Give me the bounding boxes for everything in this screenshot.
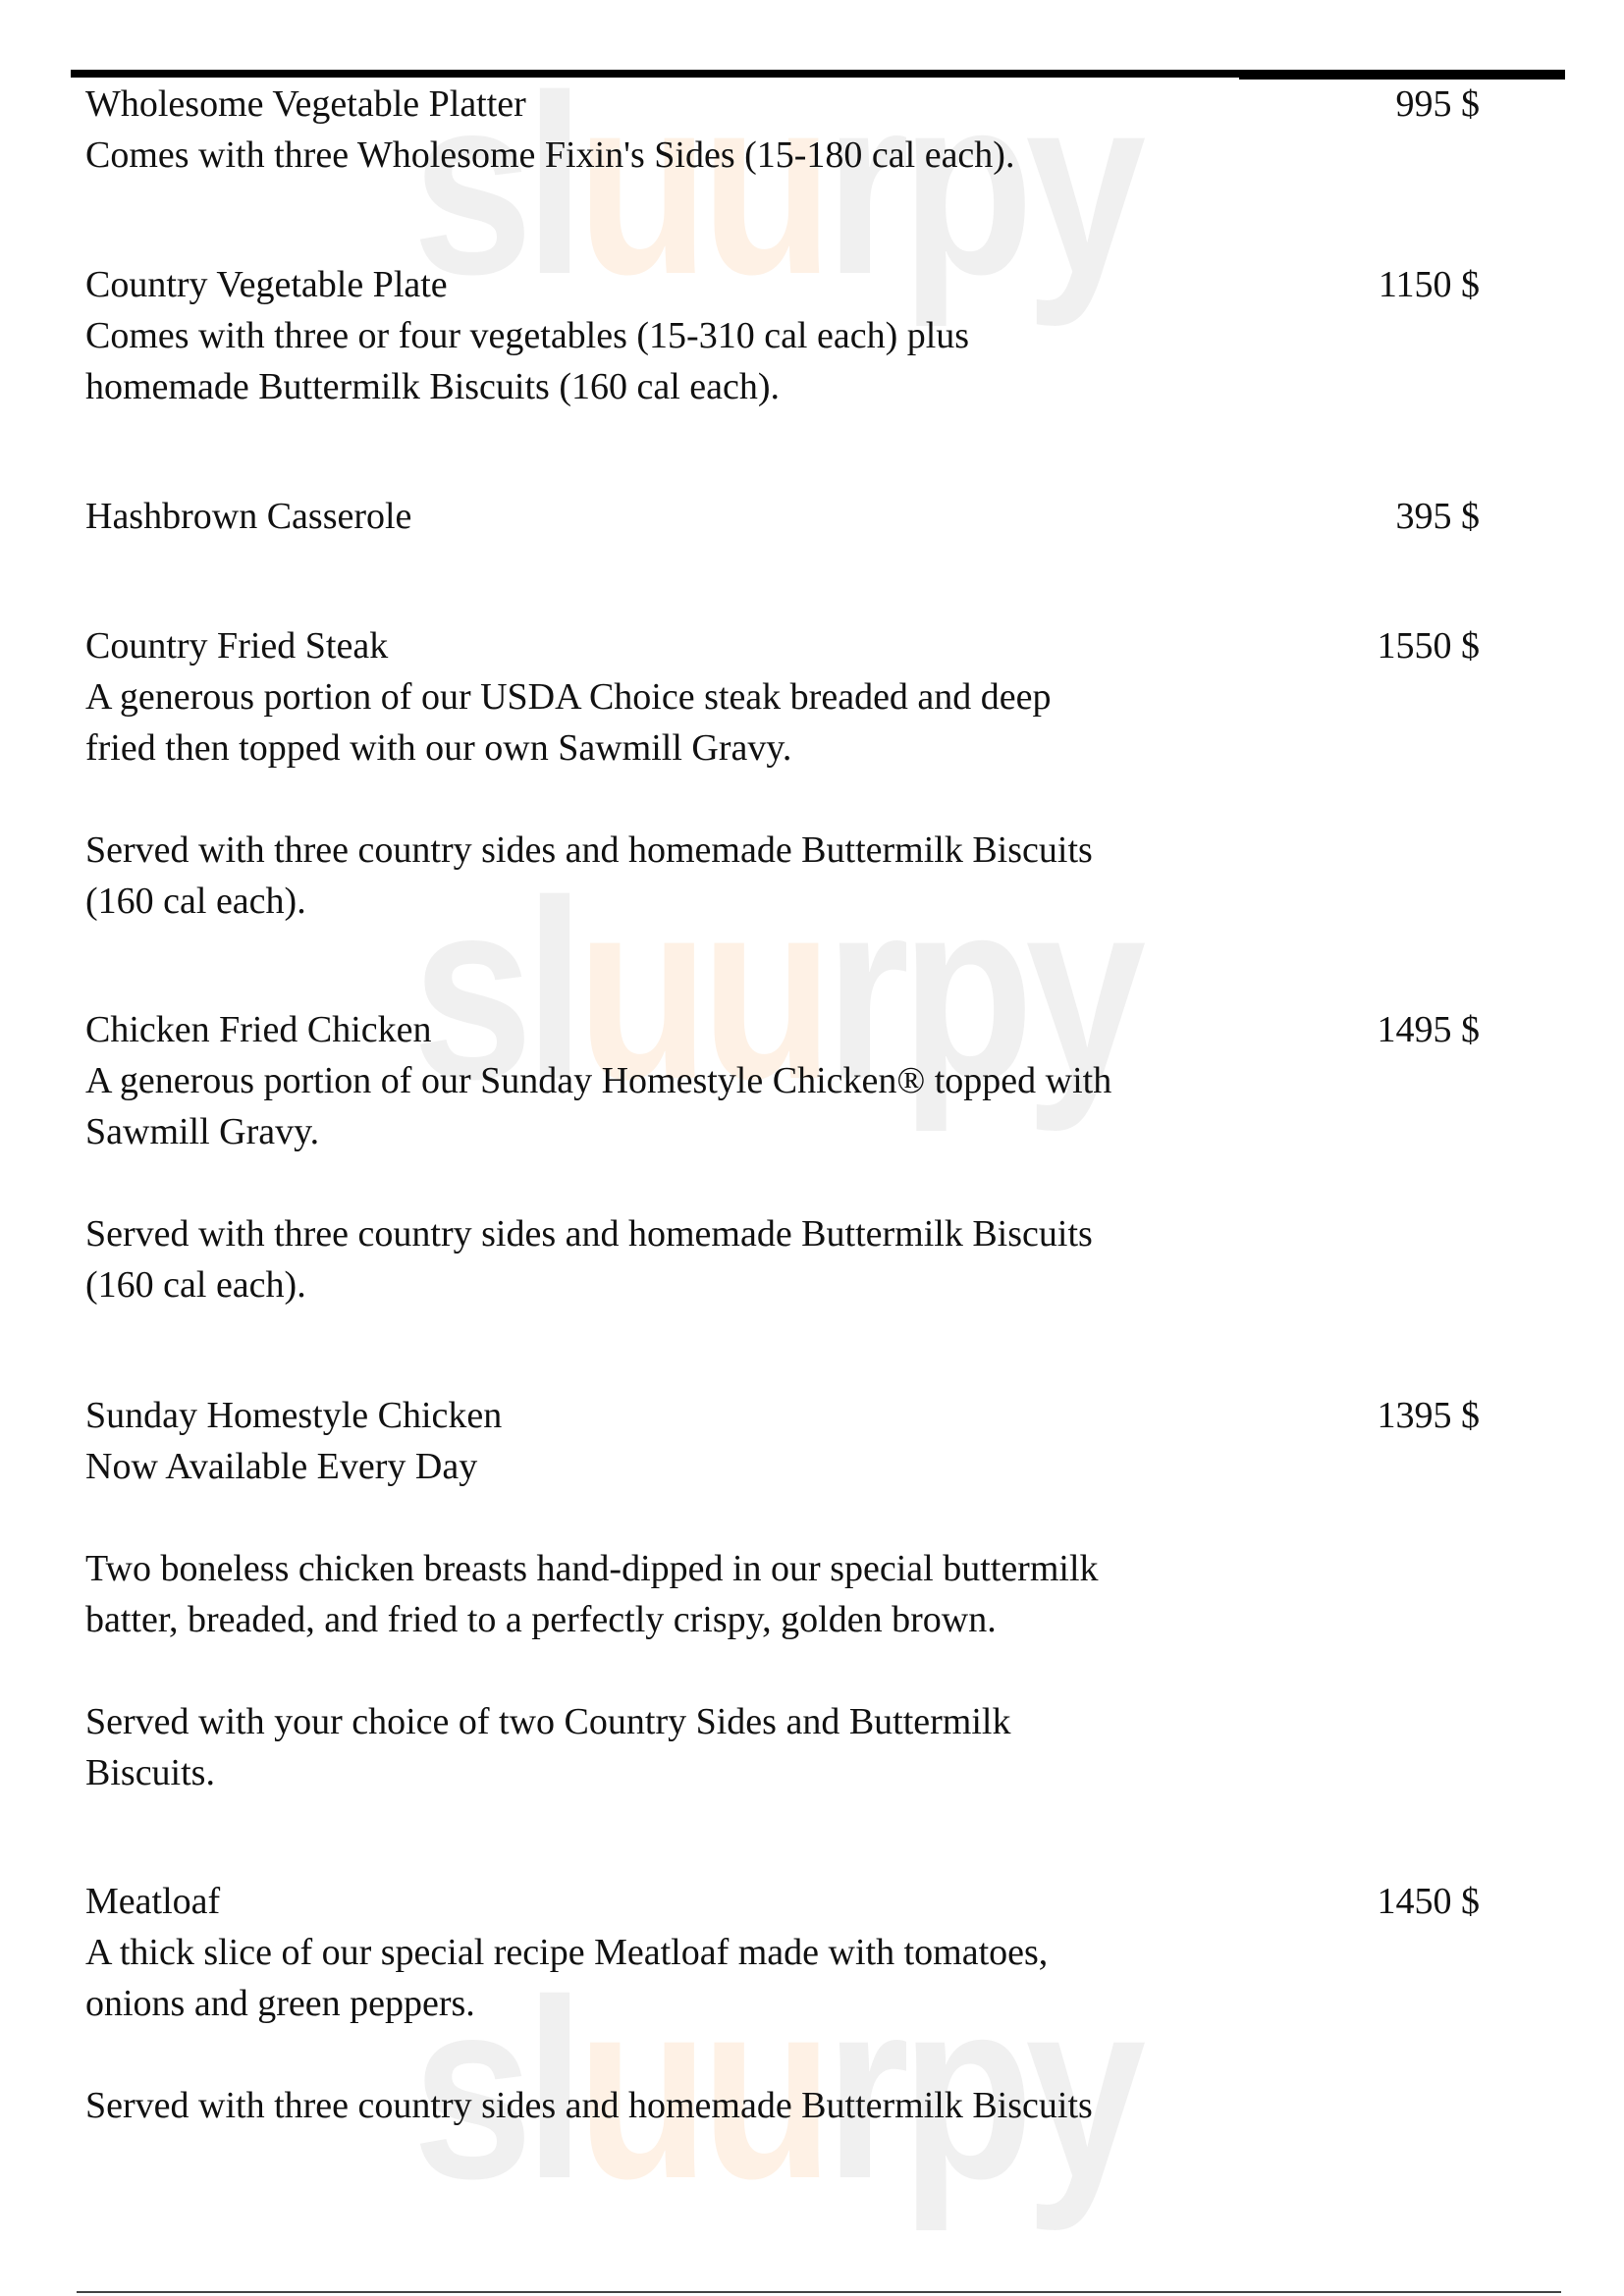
item-name: Chicken Fried Chicken <box>85 1009 432 1050</box>
bottom-rule <box>77 2291 1561 2293</box>
spacer <box>85 1157 1440 1208</box>
item-price: 1395 $ <box>1377 1395 1480 1436</box>
menu-item <box>85 1390 1480 1798</box>
item-description: fried then topped with our own Sawmill Gravy. <box>85 727 792 769</box>
watermark-logo: sluurpy <box>412 1948 1138 2232</box>
spacer <box>85 1492 1440 1543</box>
item-description: (160 cal each). <box>85 1264 306 1306</box>
spacer <box>85 774 1440 825</box>
item-description: A generous portion of our USDA Choice steak breaded and deep <box>85 676 1052 718</box>
watermark-logo: sluurpy <box>412 848 1138 1133</box>
menu-item <box>85 79 1480 181</box>
item-price: 1495 $ <box>1377 1009 1480 1050</box>
item-price: 1450 $ <box>1377 1881 1480 1922</box>
menu-item <box>85 1876 1480 2131</box>
watermark-logo: sluurpy <box>412 43 1138 328</box>
top-rule <box>71 70 1239 78</box>
item-name: Country Vegetable Plate <box>85 264 448 305</box>
item-description: Two boneless chicken breasts hand-dipped in our special buttermilk <box>85 1548 1099 1589</box>
item-price: 395 $ <box>1395 496 1480 537</box>
menu-item <box>85 259 1480 412</box>
menu-item <box>85 491 1480 542</box>
spacer <box>85 1645 1440 1696</box>
item-name: Hashbrown Casserole <box>85 496 412 537</box>
item-description: Served with three country sides and homemade Buttermilk Biscuits <box>85 2085 1093 2126</box>
item-description: Sawmill Gravy. <box>85 1111 320 1152</box>
item-price: 1550 $ <box>1377 625 1480 667</box>
item-name: Wholesome Vegetable Platter <box>85 83 526 125</box>
item-description: Served with three country sides and homemade Buttermilk Biscuits <box>85 829 1093 871</box>
item-description: A thick slice of our special recipe Meatloaf made with tomatoes, <box>85 1932 1049 1973</box>
menu-item <box>85 620 1480 927</box>
spacer <box>85 2029 1440 2080</box>
item-description: onions and green peppers. <box>85 1983 475 2024</box>
item-description: homemade Buttermilk Biscuits (160 cal each). <box>85 366 781 407</box>
item-description: Served with three country sides and homemade Buttermilk Biscuits <box>85 1213 1093 1255</box>
item-description: A generous portion of our Sunday Homestyle Chicken® topped with <box>85 1060 1112 1101</box>
item-description: Biscuits. <box>85 1752 215 1793</box>
item-description: Now Available Every Day <box>85 1446 478 1487</box>
item-description: (160 cal each). <box>85 881 306 922</box>
item-price: 1150 $ <box>1378 264 1480 305</box>
item-name: Sunday Homestyle Chicken <box>85 1395 503 1436</box>
menu-item <box>85 1004 1480 1310</box>
item-description: batter, breaded, and fried to a perfectly crispy, golden brown. <box>85 1599 997 1640</box>
item-name: Meatloaf <box>85 1881 221 1922</box>
item-name: Country Fried Steak <box>85 625 389 667</box>
item-description: Comes with three or four vegetables (15-310 cal each) plus <box>85 315 970 356</box>
item-price: 995 $ <box>1395 83 1480 125</box>
item-description: Comes with three Wholesome Fixin's Sides (15-180 cal each). <box>85 134 1015 176</box>
item-description: Served with your choice of two Country Sides and Buttermilk <box>85 1701 1011 1742</box>
